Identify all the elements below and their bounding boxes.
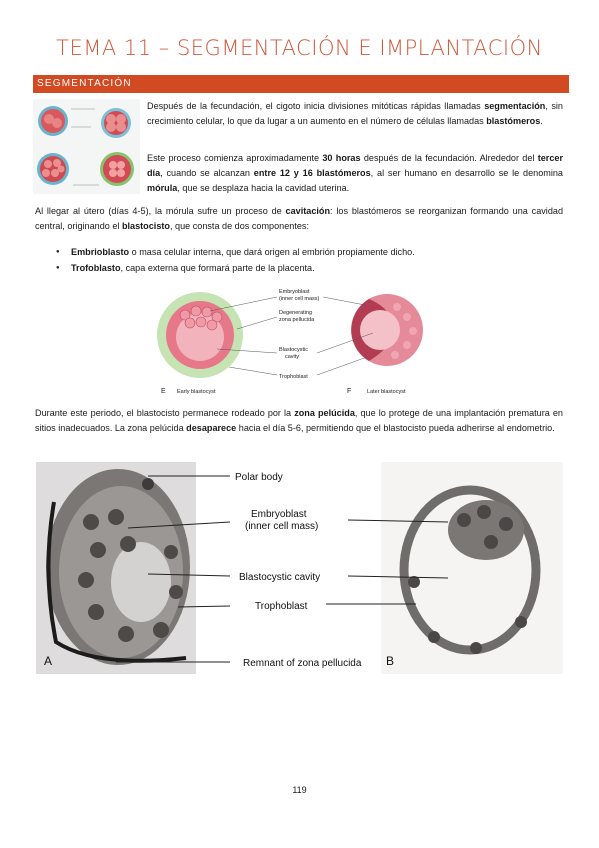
stage-4cell [101, 108, 131, 138]
svg-text:Trophoblast: Trophoblast [255, 601, 308, 612]
paragraph-timing: Este proceso comienza aproximadamente 30 horas después de la fecundación. Alrededor del tercer día, cuando se alcanzan entre 12 y 16 blastómeros, al ser humano en desarrollo se le denomina mórula, que se desplaza hacia la cavidad uterina. [147, 153, 563, 194]
morula-diagram [33, 99, 140, 194]
svg-text:Embryoblast: Embryoblast [251, 509, 307, 520]
letter-b: B [386, 654, 395, 668]
paragraph-segmentation: Después de la fecundación, el cigoto inicia divisiones mitóticas rápidas llamadas segmentación, sin crecimiento celular, lo que da lugar a un aumento en el número de células llamadas blastómeros. [147, 101, 563, 127]
svg-text:Polar body: Polar body [235, 472, 283, 483]
letter-a: A [44, 654, 53, 668]
paragraph-cavitation: Al llegar al útero (días 4-5), la mórula sufre un proceso de cavitación: los blastómeros se reorganizan formando una cavidad central, originando el blastocisto, que consta de dos componentes: [35, 206, 564, 232]
page-title: TEMA 11 – SEGMENTACIÓN E IMPLANTACIÓN [56, 36, 543, 60]
list-item: ● Embrioblasto o masa celular interna, que dará origen al embrión propiamente dicho. [56, 244, 415, 260]
list-item: ● Trofoblasto, capa externa que formará parte de la placenta. [56, 260, 415, 276]
micrograph-a [36, 462, 196, 674]
caption-early-blastocyst: Early blastocyst [177, 389, 216, 395]
svg-text:(inner cell mass): (inner cell mass) [279, 296, 320, 302]
svg-text:Trophoblast: Trophoblast [279, 374, 308, 380]
early-blastocyst-illustration [157, 292, 243, 378]
later-blastocyst-illustration [351, 294, 423, 366]
paragraph-zona-pelucida: Durante este periodo, el blastocisto permanece rodeado por la zona pelúcida, que lo protege de una implantación prematura en sitios inadecuados. La zona pelúcida desaparece hacia el día 5-6, permitiendo que el blastocisto pueda adherirse al endometrio. [35, 408, 563, 434]
letter-e: E [161, 388, 166, 395]
stage-12cell [37, 153, 69, 185]
stage-2cell [38, 106, 68, 136]
svg-text:Remnant of zona pellucida: Remnant of zona pellucida [243, 658, 362, 669]
caption-later-blastocyst: Later blastocyst [367, 389, 406, 395]
figure1-labels [279, 289, 320, 380]
svg-text:cavity: cavity [285, 354, 300, 360]
micrograph-figure [36, 462, 563, 674]
svg-text:(inner cell mass): (inner cell mass) [245, 521, 319, 532]
stage-morula [100, 152, 134, 186]
svg-text:Blastocystic cavity: Blastocystic cavity [239, 572, 321, 583]
svg-text:Blastocystic: Blastocystic [279, 347, 309, 353]
components-list [56, 244, 415, 276]
svg-text:Degenerating: Degenerating [279, 310, 313, 316]
section-header: SEGMENTACIÓN [33, 75, 569, 93]
svg-text:zona pellucida: zona pellucida [279, 317, 315, 323]
letter-f: F [347, 388, 352, 395]
blastocyst-figure [155, 285, 445, 400]
micrograph-b [381, 462, 563, 674]
page-number: 119 [292, 785, 307, 795]
svg-text:Embryoblast: Embryoblast [279, 289, 310, 295]
